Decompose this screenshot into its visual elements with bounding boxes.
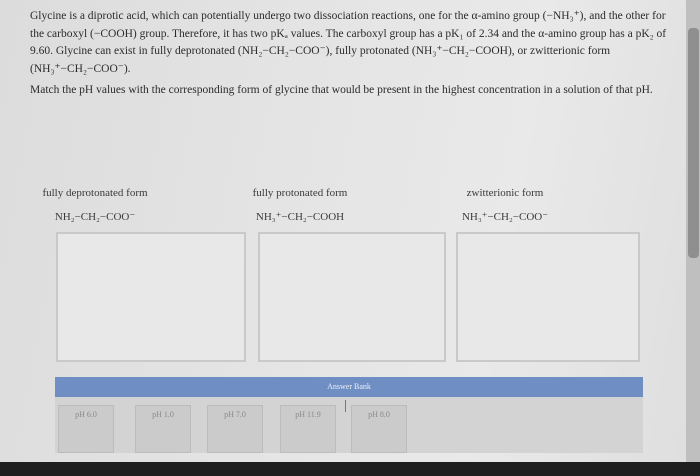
answer-bank-header: Answer Bank [55, 377, 643, 397]
target-label: zwitterionic form [466, 187, 544, 199]
question-intro: Glycine is a diprotic acid, which can potentially undergo two dissociation reactions, one for the α-amino group (−NH₃⁺), and the other for the carboxyl (−COOH) group. Therefore, it has two pKₐ values. The carboxyl group has a pK₁ of 2.34 and the α-amino group has a pK₂ of 9.60. Glycine can exist in fully deprotonated (NH₂−CH₂−COO⁻), fully protonated (NH₃⁺−CH₂−COOH), or zwitterionic form (NH₃⁺−CH₂−COO⁻). [30, 10, 667, 75]
answer-chip[interactable]: pH 11.9 [280, 405, 336, 453]
text-cursor [345, 400, 346, 412]
answer-chip[interactable]: pH 8.0 [351, 405, 407, 453]
target-formula: NH₂−CH₂−COO⁻ [54, 211, 136, 223]
answer-chip[interactable]: pH 7.0 [207, 405, 263, 453]
target-zwitterionic [420, 186, 590, 224]
drop-zone-fully-protonated[interactable] [258, 232, 446, 362]
target-formula: NH₃⁺−CH₂−COO⁻ [461, 211, 549, 223]
target-label: fully protonated form [252, 187, 348, 199]
scrollbar[interactable] [686, 0, 700, 476]
scrollbar-thumb[interactable] [688, 28, 699, 258]
target-fully-protonated [220, 186, 380, 224]
drop-zone-zwitterionic[interactable] [456, 232, 640, 362]
question-instruction: Match the pH values with the corresponding form of glycine that would be present in the highest concentration in a solution of that pH. [30, 84, 653, 96]
answer-chip[interactable]: pH 6.0 [58, 405, 114, 453]
drop-zone-fully-deprotonated[interactable] [56, 232, 246, 362]
answer-chip[interactable]: pH 1.0 [135, 405, 191, 453]
target-fully-deprotonated [20, 186, 170, 224]
question-content [30, 8, 670, 100]
screen-bezel [0, 462, 700, 476]
target-label: fully deprotonated form [42, 187, 148, 199]
target-formula: NH₃⁺−CH₂−COOH [255, 211, 345, 223]
